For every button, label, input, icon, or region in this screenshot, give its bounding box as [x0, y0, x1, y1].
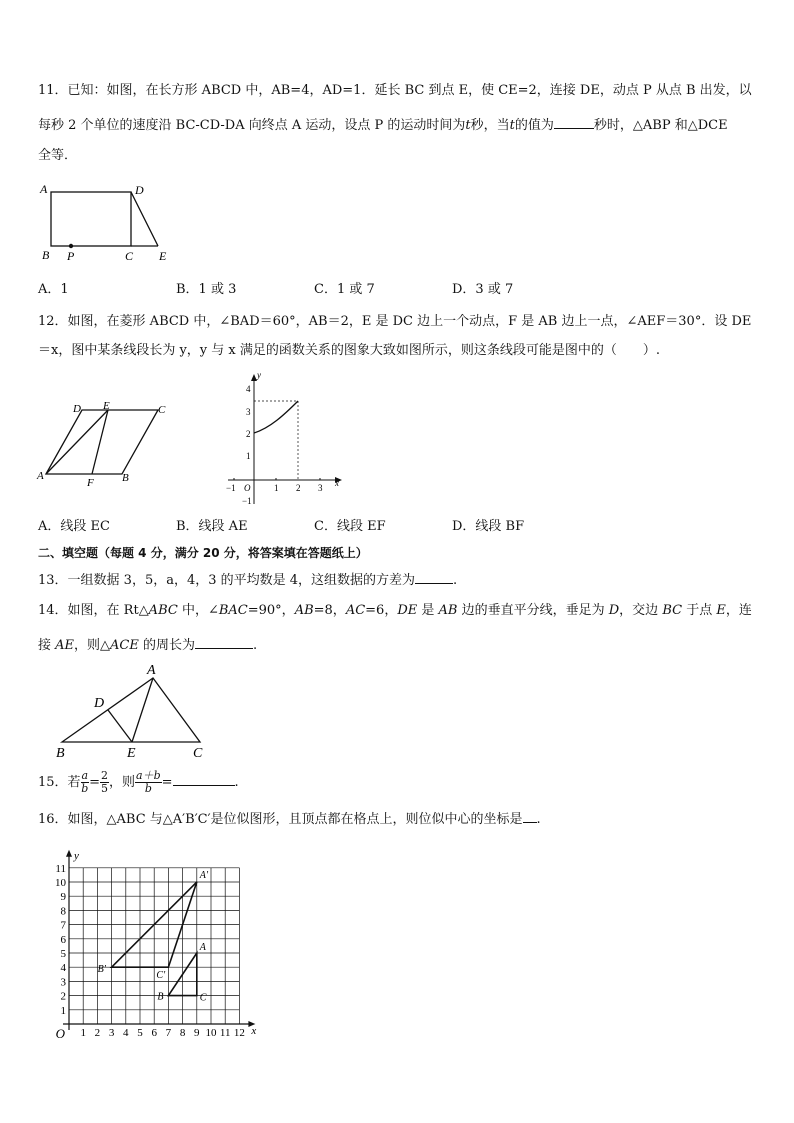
x-tick-label: 6 [151, 1027, 157, 1039]
fraction-a-plus-b-over-b [135, 770, 162, 795]
q12-function-graph [222, 368, 352, 510]
y-tick: 1 [246, 451, 251, 461]
x-tick: 2 [296, 483, 301, 493]
y-tick: 3 [246, 407, 251, 417]
axis-label-x: x [335, 478, 339, 488]
q14-math: BC [662, 603, 683, 618]
label-a: A [37, 470, 44, 482]
q11-rectangle-figure [36, 180, 176, 265]
q14-math: AB [438, 603, 458, 618]
function-curve [254, 401, 298, 433]
x-tick-label: 3 [108, 1027, 115, 1039]
x-tick: 1 [274, 483, 279, 493]
y-tick-label: 9 [60, 891, 66, 904]
label-d: D [94, 696, 105, 711]
y-tick: 2 [246, 429, 251, 439]
q11-text: 秒时，△ABP 和△DCE [593, 118, 728, 133]
y-tick: −1 [242, 496, 252, 506]
y-tick: 4 [246, 384, 251, 394]
origin-label: O [244, 483, 251, 493]
y-tick-label: 6 [60, 933, 66, 946]
point-label-c: C [199, 992, 207, 1004]
label-p: P [67, 249, 75, 263]
q14-math: BAC [218, 603, 248, 618]
label-c: C [125, 249, 134, 263]
equals-sign: = [161, 775, 173, 790]
axis-label-y: y [257, 370, 261, 380]
q11-option-a[interactable]: A．1 [38, 282, 69, 297]
numerator: 2 [101, 769, 109, 782]
q14-math: D [608, 603, 620, 618]
q14-math: △ABC [138, 603, 178, 618]
q11-option-d[interactable]: D．3 或 7 [452, 282, 514, 297]
y-tick-label: 1 [60, 1004, 66, 1017]
y-tick-label: 5 [60, 948, 66, 960]
x-tick-label: 10 [205, 1027, 217, 1039]
x-tick-label: 2 [94, 1027, 101, 1039]
q14-text: ，连 [725, 603, 752, 618]
q11-text: 秒，当 [470, 118, 510, 133]
q11-line1: 11．已知：如图，在长方形 ABCD 中，AB=4，AD=1．延长 BC 到点 E，使 CE=2，连接 DE，动点 P 从点 B 出发，以 [38, 83, 752, 98]
y-axis-arrow [66, 850, 72, 857]
x-tick-label: 4 [123, 1027, 129, 1039]
q14-text: . [253, 638, 258, 653]
q14-text: ，则△ [74, 638, 111, 653]
y-tick-label: 11 [55, 862, 66, 875]
section-heading: 二、填空题（每题 4 分，满分 20 分，将答案填在答题纸上） [38, 546, 368, 560]
q12-option-c[interactable]: C．线段 EF [314, 519, 386, 534]
equals-sign: = [89, 775, 101, 790]
q14-line1 [38, 601, 752, 621]
point-label-a1: A′ [199, 870, 209, 881]
x-tick-label: 8 [179, 1027, 186, 1039]
q11-text: 每秒 2 个单位的速度沿 BC-CD-DA 向终点 A 运动，设点 P 的运动时间为 [38, 118, 466, 133]
q14-text: 于点 [682, 603, 717, 618]
label-d: D [135, 183, 144, 197]
numerator: a [81, 769, 89, 782]
label-b: B [56, 746, 65, 761]
q14-text: =90°， [247, 603, 295, 618]
q14-math: ACE [110, 638, 139, 653]
point-label-a: A [199, 942, 206, 953]
label-e: E [103, 400, 110, 412]
q12-option-a[interactable]: A．线段 EC [38, 519, 110, 534]
y-tick-label: 10 [55, 877, 66, 889]
q15 [38, 768, 239, 798]
q11-line3: 全等． [38, 148, 78, 163]
y-tick-label: 7 [60, 919, 66, 932]
y-tick-label: 8 [60, 905, 66, 918]
q14-text: =6， [365, 603, 398, 618]
answer-blank[interactable] [173, 771, 235, 786]
q16-text: . [536, 812, 541, 827]
q13 [38, 569, 457, 591]
label-a: A [147, 663, 156, 678]
x-tick-label: 1 [80, 1027, 86, 1039]
fraction-a-over-b [81, 770, 90, 795]
q11-text: 的值为 [514, 118, 554, 133]
q13-text: . [453, 573, 458, 588]
x-tick-label: 9 [194, 1027, 200, 1039]
origin-label: O [55, 1026, 65, 1041]
q14-line2 [38, 634, 257, 656]
q15-text: 15．若 [38, 775, 81, 790]
q12-option-d[interactable]: D．线段 BF [452, 519, 525, 534]
label-d: D [73, 403, 81, 415]
y-tick-label: 3 [60, 976, 66, 989]
q14-math: AB [294, 603, 314, 618]
axis-label-x: x [251, 1025, 257, 1037]
axis-label-y: y [74, 849, 79, 862]
label-b: B [122, 472, 129, 484]
y-tick-label: 2 [60, 990, 66, 1003]
answer-blank[interactable] [554, 114, 594, 129]
q14-math: AC [345, 603, 366, 618]
label-b: B [42, 248, 50, 262]
var-t: t [509, 118, 515, 133]
point-label-c1: C′ [156, 970, 166, 982]
label-e: E [127, 746, 136, 761]
q14-text: ，交边 [619, 603, 663, 618]
q14-triangle-figure [50, 660, 220, 762]
q14-text: 是 [417, 603, 439, 618]
q11-option-c[interactable]: C．1 或 7 [314, 282, 375, 297]
denominator: b [144, 782, 152, 795]
q12-rhombus-figure [36, 400, 176, 490]
q13-text: 13．一组数据 3，5，a，4，3 的平均数是 4，这组数据的方差为 [38, 573, 416, 588]
q16 [38, 808, 541, 830]
q11-option-b[interactable]: B．1 或 3 [176, 282, 237, 297]
x-tick-label: 7 [165, 1027, 172, 1039]
q14-math: E [716, 603, 726, 618]
label-c: C [158, 404, 166, 416]
x-tick: 3 [318, 483, 323, 493]
q12-option-b[interactable]: B．线段 AE [176, 519, 248, 534]
point-p [69, 244, 73, 248]
q14-math: AE [55, 638, 75, 653]
q11-line2 [38, 114, 728, 136]
q12-line1: 12．如图，在菱形 ABCD 中，∠BAD＝60°，AB＝2，E 是 DC 边上一个动点，F 是 AB 边上一点，∠AEF＝30°．设 DE [38, 314, 752, 329]
denominator: 5 [101, 782, 109, 795]
answer-blank[interactable] [415, 569, 453, 584]
point-label-b1: B′ [97, 964, 106, 976]
numerator: a＋b [136, 769, 161, 782]
point-label-b: B [157, 991, 164, 1003]
answer-blank[interactable] [523, 808, 537, 823]
q14-text: 边的垂直平分线，垂足为 [457, 603, 609, 618]
q15-text: ，则 [109, 775, 136, 790]
q14-text: 的周长为 [138, 638, 195, 653]
label-e: E [159, 249, 167, 263]
var-t: t [465, 118, 471, 133]
denominator: b [81, 782, 89, 795]
x-tick: −1 [226, 483, 236, 493]
label-c: C [193, 746, 203, 761]
x-tick-label: 5 [137, 1027, 143, 1039]
y-tick-label: 4 [60, 962, 66, 975]
q14-math: DE [397, 603, 418, 618]
q15-text: . [234, 775, 239, 790]
label-a: A [40, 182, 48, 196]
q14-text: 中，∠ [177, 603, 219, 618]
q14-text: =8， [313, 603, 346, 618]
label-f: F [87, 477, 94, 489]
q14-text: 14．如图，在 Rt [38, 603, 139, 618]
q16-text: 16．如图，△ABC 与△A′B′C′是位似图形，且顶点都在格点上，则位似中心的坐标是 [38, 812, 523, 827]
q16-coordinate-grid [36, 838, 268, 1043]
fraction-2-over-5 [100, 770, 109, 795]
q14-text: 接 [38, 638, 56, 653]
x-tick-label: 12 [233, 1027, 245, 1039]
answer-blank[interactable] [195, 634, 253, 649]
q12-line2: ＝x，图中某条线段长为 y，y 与 x 满足的函数关系的图象大致如图所示，则这条线段可能是图中的（ ）. [38, 343, 661, 358]
x-tick-label: 11 [219, 1027, 231, 1039]
